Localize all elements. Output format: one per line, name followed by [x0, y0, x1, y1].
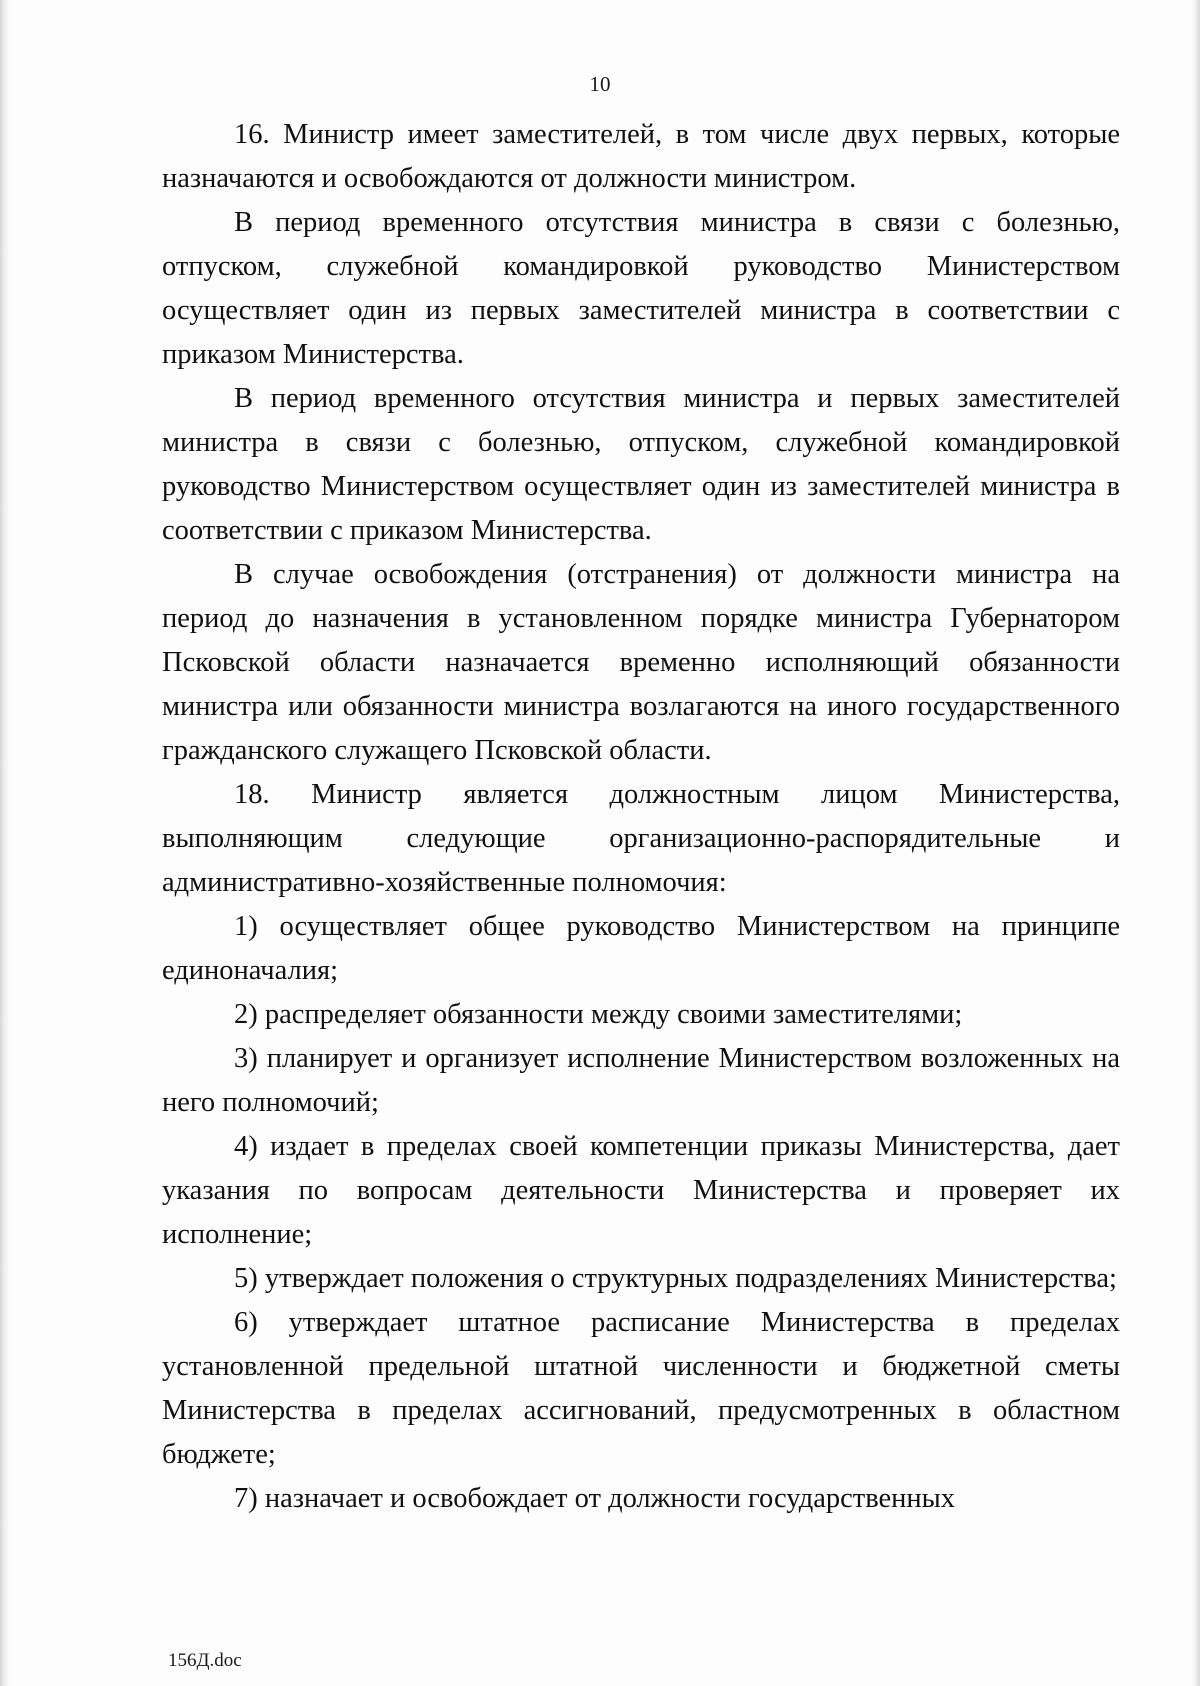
list-item-2: 2) распределяет обязанности между своими заместителями;: [234, 999, 963, 1030]
list-item-7: 7) назначает и освобождает от должности государственных: [234, 1483, 956, 1514]
list-item-4: 4) издает в пределах своей компетенции приказы Министерства, дает указания по вопросам деятельности Министерства и проверяет их исполнение;: [162, 1131, 1120, 1250]
paragraph-18-powers: 18. Министр является должностным лицом Министерства, выполняющим следующие организационно-распорядительные и административно-хозяйственные полномочия:: [162, 779, 1120, 898]
page-number: 10: [589, 72, 611, 96]
paragraph-16-deputies: 16. Министр имеет заместителей, в том числе двух первых, которые назначаются и освобождаются от должности министром.: [162, 119, 1120, 194]
paragraph-deputy-acting: В период временного отсутствия министра и первых заместителей министра в связи с болезнью, отпуском, служебной командировкой руководство Министерством осуществляет один из заместителей министра в соответствии с приказом Министерства.: [162, 383, 1120, 546]
list-item-5: 5) утверждает положения о структурных подразделениях Министерства;: [234, 1263, 1117, 1294]
list-item-6: 6) утверждает штатное расписание Министерства в пределах установленной предельной штатной численности и бюджетной сметы Министерства в пределах ассигнований, предусмотренных в областном бюджете;: [162, 1307, 1120, 1470]
list-item-1: 1) осуществляет общее руководство Министерством на принципе единоначалия;: [162, 911, 1120, 986]
scan-edge-right: [1192, 0, 1200, 1686]
paragraph-first-deputy-acting: В период временного отсутствия министра в связи с болезнью, отпуском, служебной командировкой руководство Министерством осуществляет один из первых заместителей министра в соответствии с приказом Министерства.: [162, 207, 1120, 370]
footer-filename: 156Д.doc: [168, 1650, 242, 1671]
document-body: [162, 113, 1120, 1521]
scan-edge-left: [0, 0, 10, 1686]
paragraph-dismissal-acting: В случае освобождения (отстранения) от должности министра на период до назначения в установленном порядке министра Губернатором Псковской области назначается временно исполняющий обязанности министра или обязанности министра возлагаются на иного государственного гражданского служащего Псковской области.: [162, 559, 1120, 766]
list-item-3: 3) планирует и организует исполнение Министерством возложенных на него полномочий;: [162, 1043, 1120, 1118]
